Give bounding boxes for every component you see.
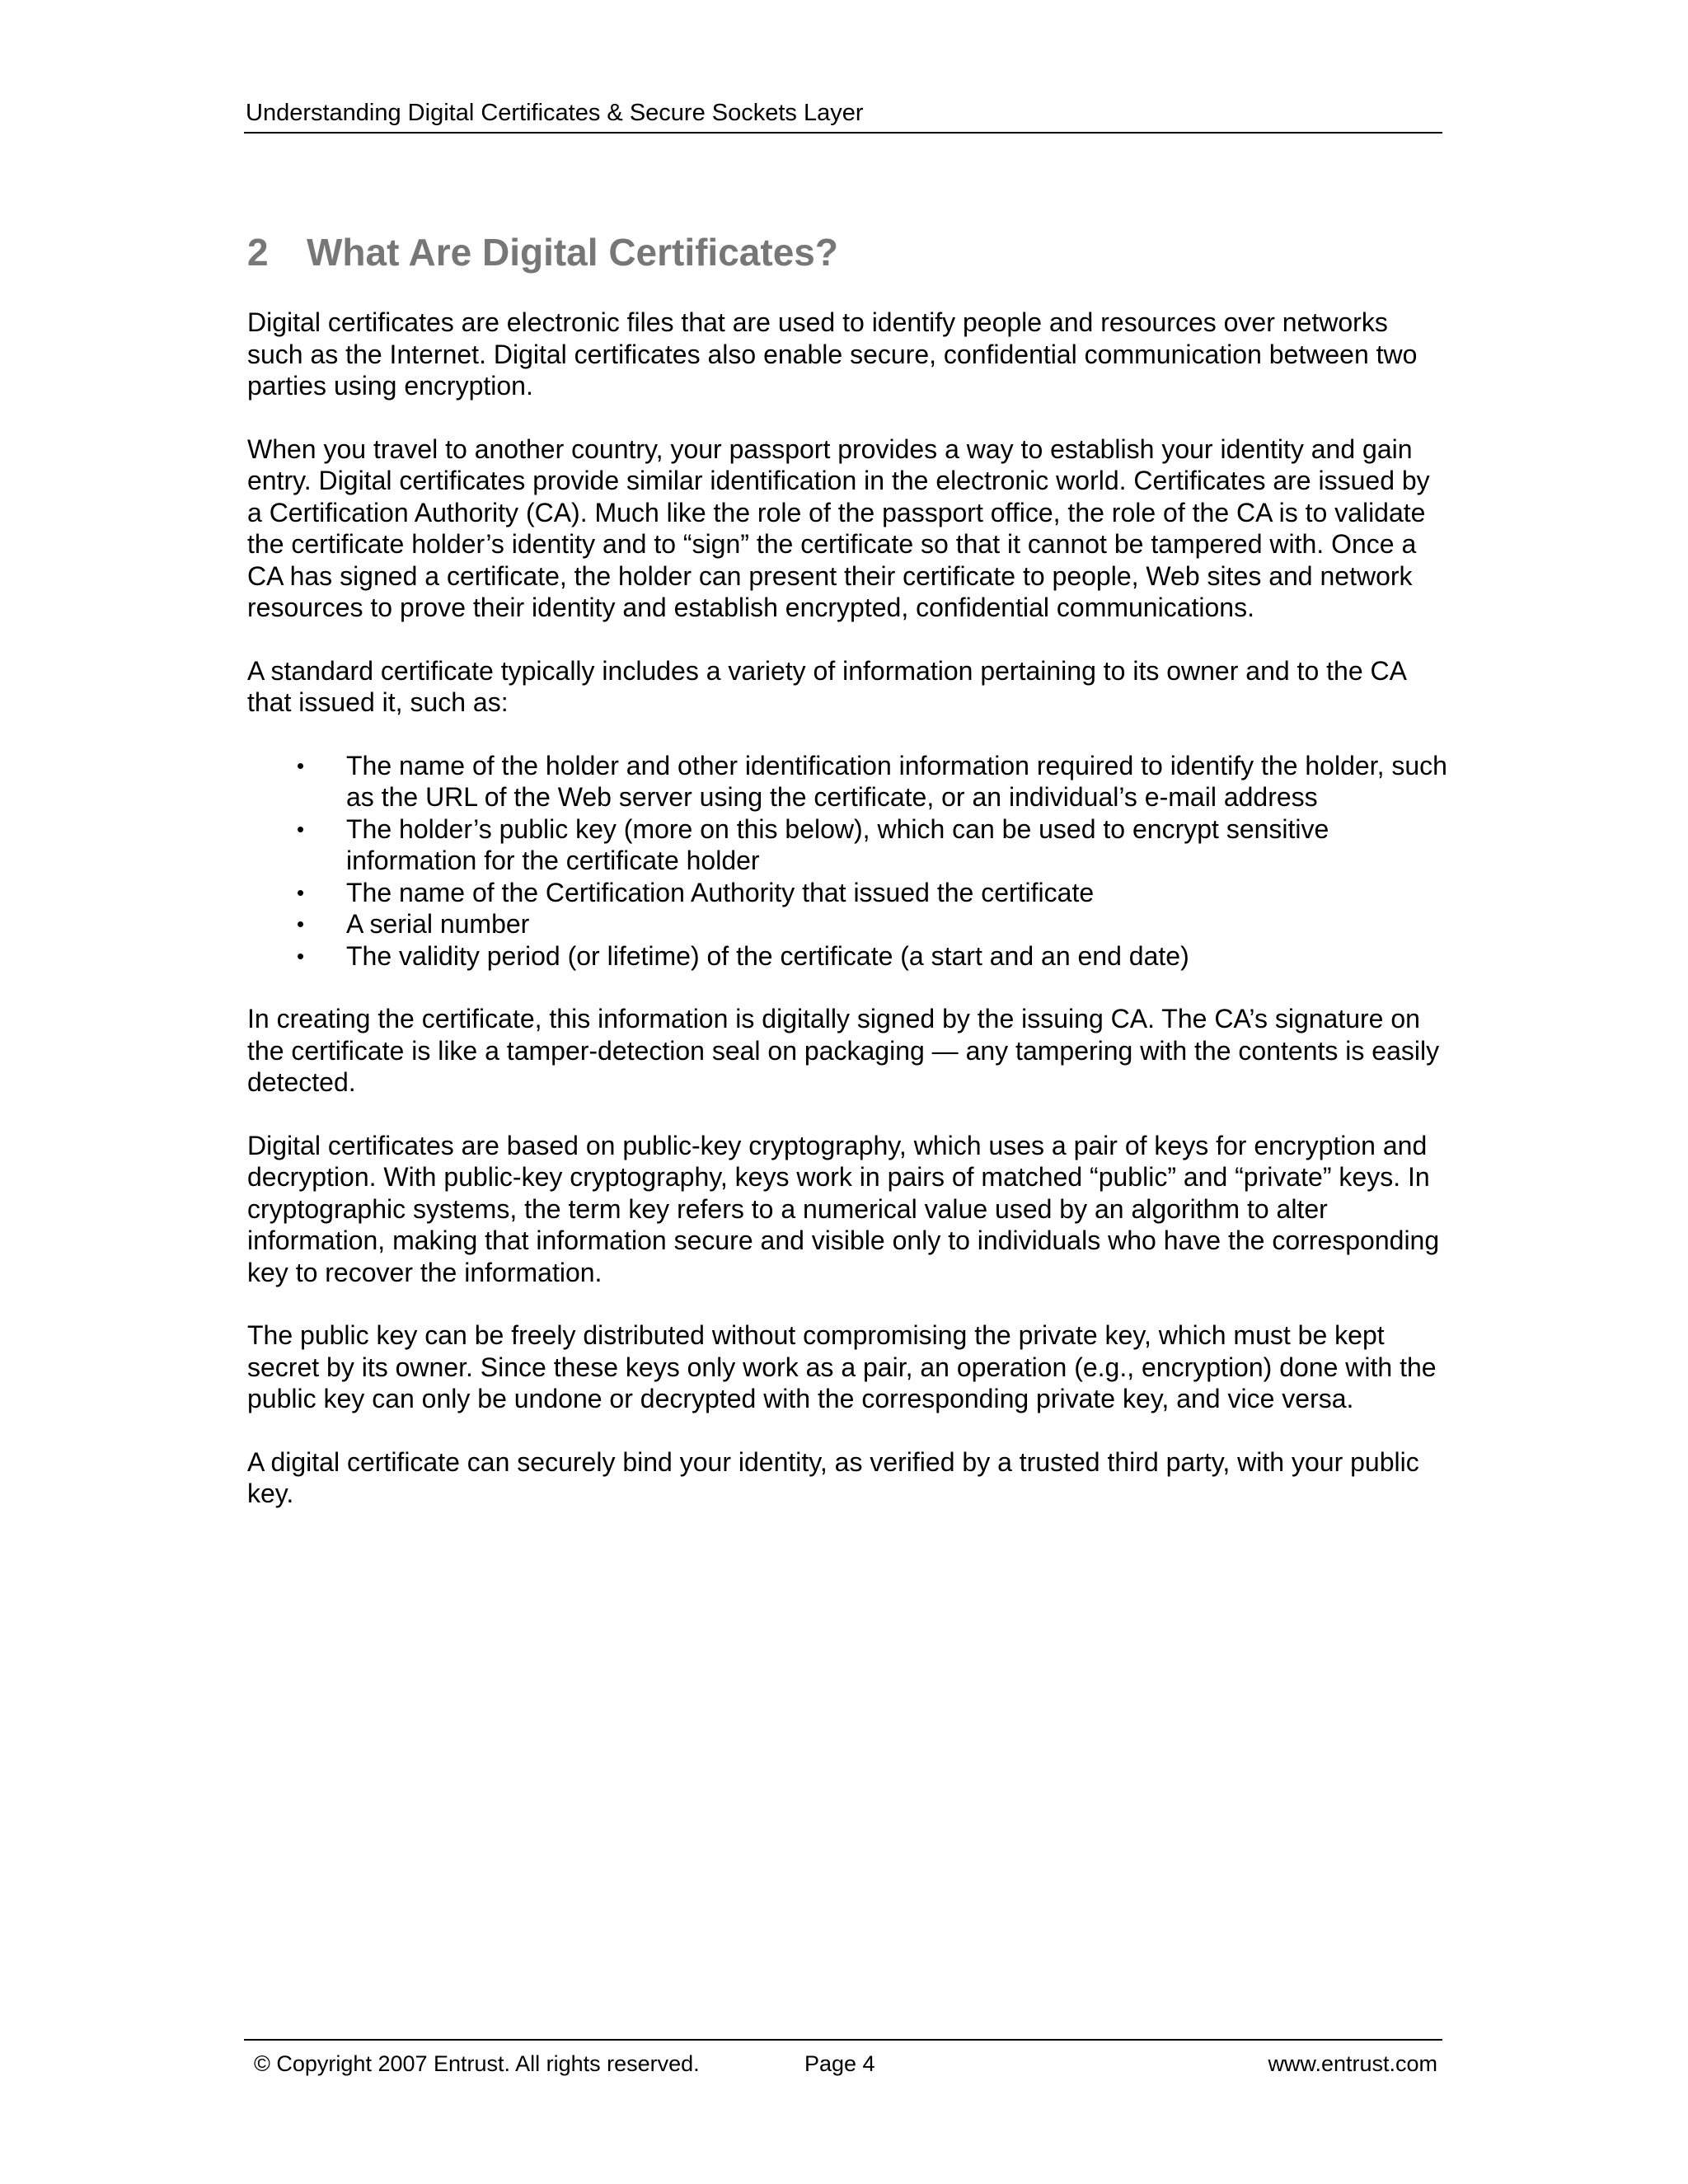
page-header [244,97,1442,134]
paragraph-certificate-contents: A standard certificate typically includes a variety of information pertaining to its owner and to the CA that issued it, such as: [247,655,1406,717]
footer-page-number: Page 4 [804,2051,875,2076]
list-item-text: The name of the holder and other identification information required to identify the holder, such as the URL of the Web server using the certificate, or an individual’s e-mail address [346,750,1447,812]
list-item-text: The name of the Certification Authority that issued the certificate [346,877,1095,907]
bullet-icon: • [297,943,305,968]
body-content [247,307,1451,1541]
paragraph-public-key-cryptography: Digital certificates are based on public-key cryptography, which uses a pair of keys for encryption and decryption. With public-key cryptography, keys work in pairs of matched “public” and “private” keys. In cryptographic systems, the term key refers to a numerical value used by an algorithm to alter information, making that information secure and visible only to individuals who have the corresponding key to recover the information. [247,1130,1440,1287]
section-heading [247,229,838,275]
list-item [247,908,1451,940]
list-item [247,813,1451,877]
list-item-text: A serial number [346,909,530,939]
list-item [247,750,1451,813]
bullet-icon: • [297,879,305,905]
list-item-text: The validity period (or lifetime) of the certificate (a start and an end date) [346,940,1189,971]
bullet-icon: • [297,816,305,841]
footer-copyright: © Copyright 2007 Entrust. All rights reserved. [254,2051,700,2076]
paragraph-intro: Digital certificates are electronic files that are used to identify people and resources over networks such as the Internet. Digital certificates also enable secure, confidential communication between two parties using encryption. [247,307,1418,401]
page-footer [244,2039,1442,2082]
list-item-text: The holder’s public key (more on this below), which can be used to encrypt sensitive information for the certificate holder [346,813,1329,875]
certificate-info-list [247,750,1451,972]
bullet-icon: • [297,752,305,778]
section-title: What Are Digital Certificates? [307,231,838,274]
list-item [247,940,1451,972]
list-item [247,877,1451,909]
bullet-icon: • [297,912,305,936]
paragraph-key-pairs: The public key can be freely distributed without compromising the private key, which must be kept secret by its owner. Since these keys only work as a pair, an operation (e.g., encryption) done with the public key can only be undone or decrypted with the corresponding private key, and vice versa. [247,1320,1437,1413]
paragraph-signing: In creating the certificate, this information is digitally signed by the issuing CA. The CA’s signature on the certificate is like a tamper-detection seal on packaging — any tampering with the contents is easily detected. [247,1004,1440,1097]
footer-website-link[interactable]: www.entrust.com [1268,2051,1437,2076]
paragraph-identity-binding: A digital certificate can securely bind your identity, as verified by a trusted third party, with your public key. [247,1446,1419,1508]
running-header-title: Understanding Digital Certificates & Secure Sockets Layer [246,100,864,126]
paragraph-passport-analogy: When you travel to another country, your passport provides a way to establish your identity and gain entry. Digital certificates provide similar identification in the electronic world. Certificates are issued by a Certification Authority (CA). Much like the role of the passport office, the role of the CA is to validate the certificate holder’s identity and to “sign” the certificate so that it cannot be tampered with. Once a CA has signed a certificate, the holder can present their certificate to people, Web sites and network resources to prove their identity and establish encrypted, confidential communications. [247,434,1430,622]
section-number: 2 [247,231,269,274]
